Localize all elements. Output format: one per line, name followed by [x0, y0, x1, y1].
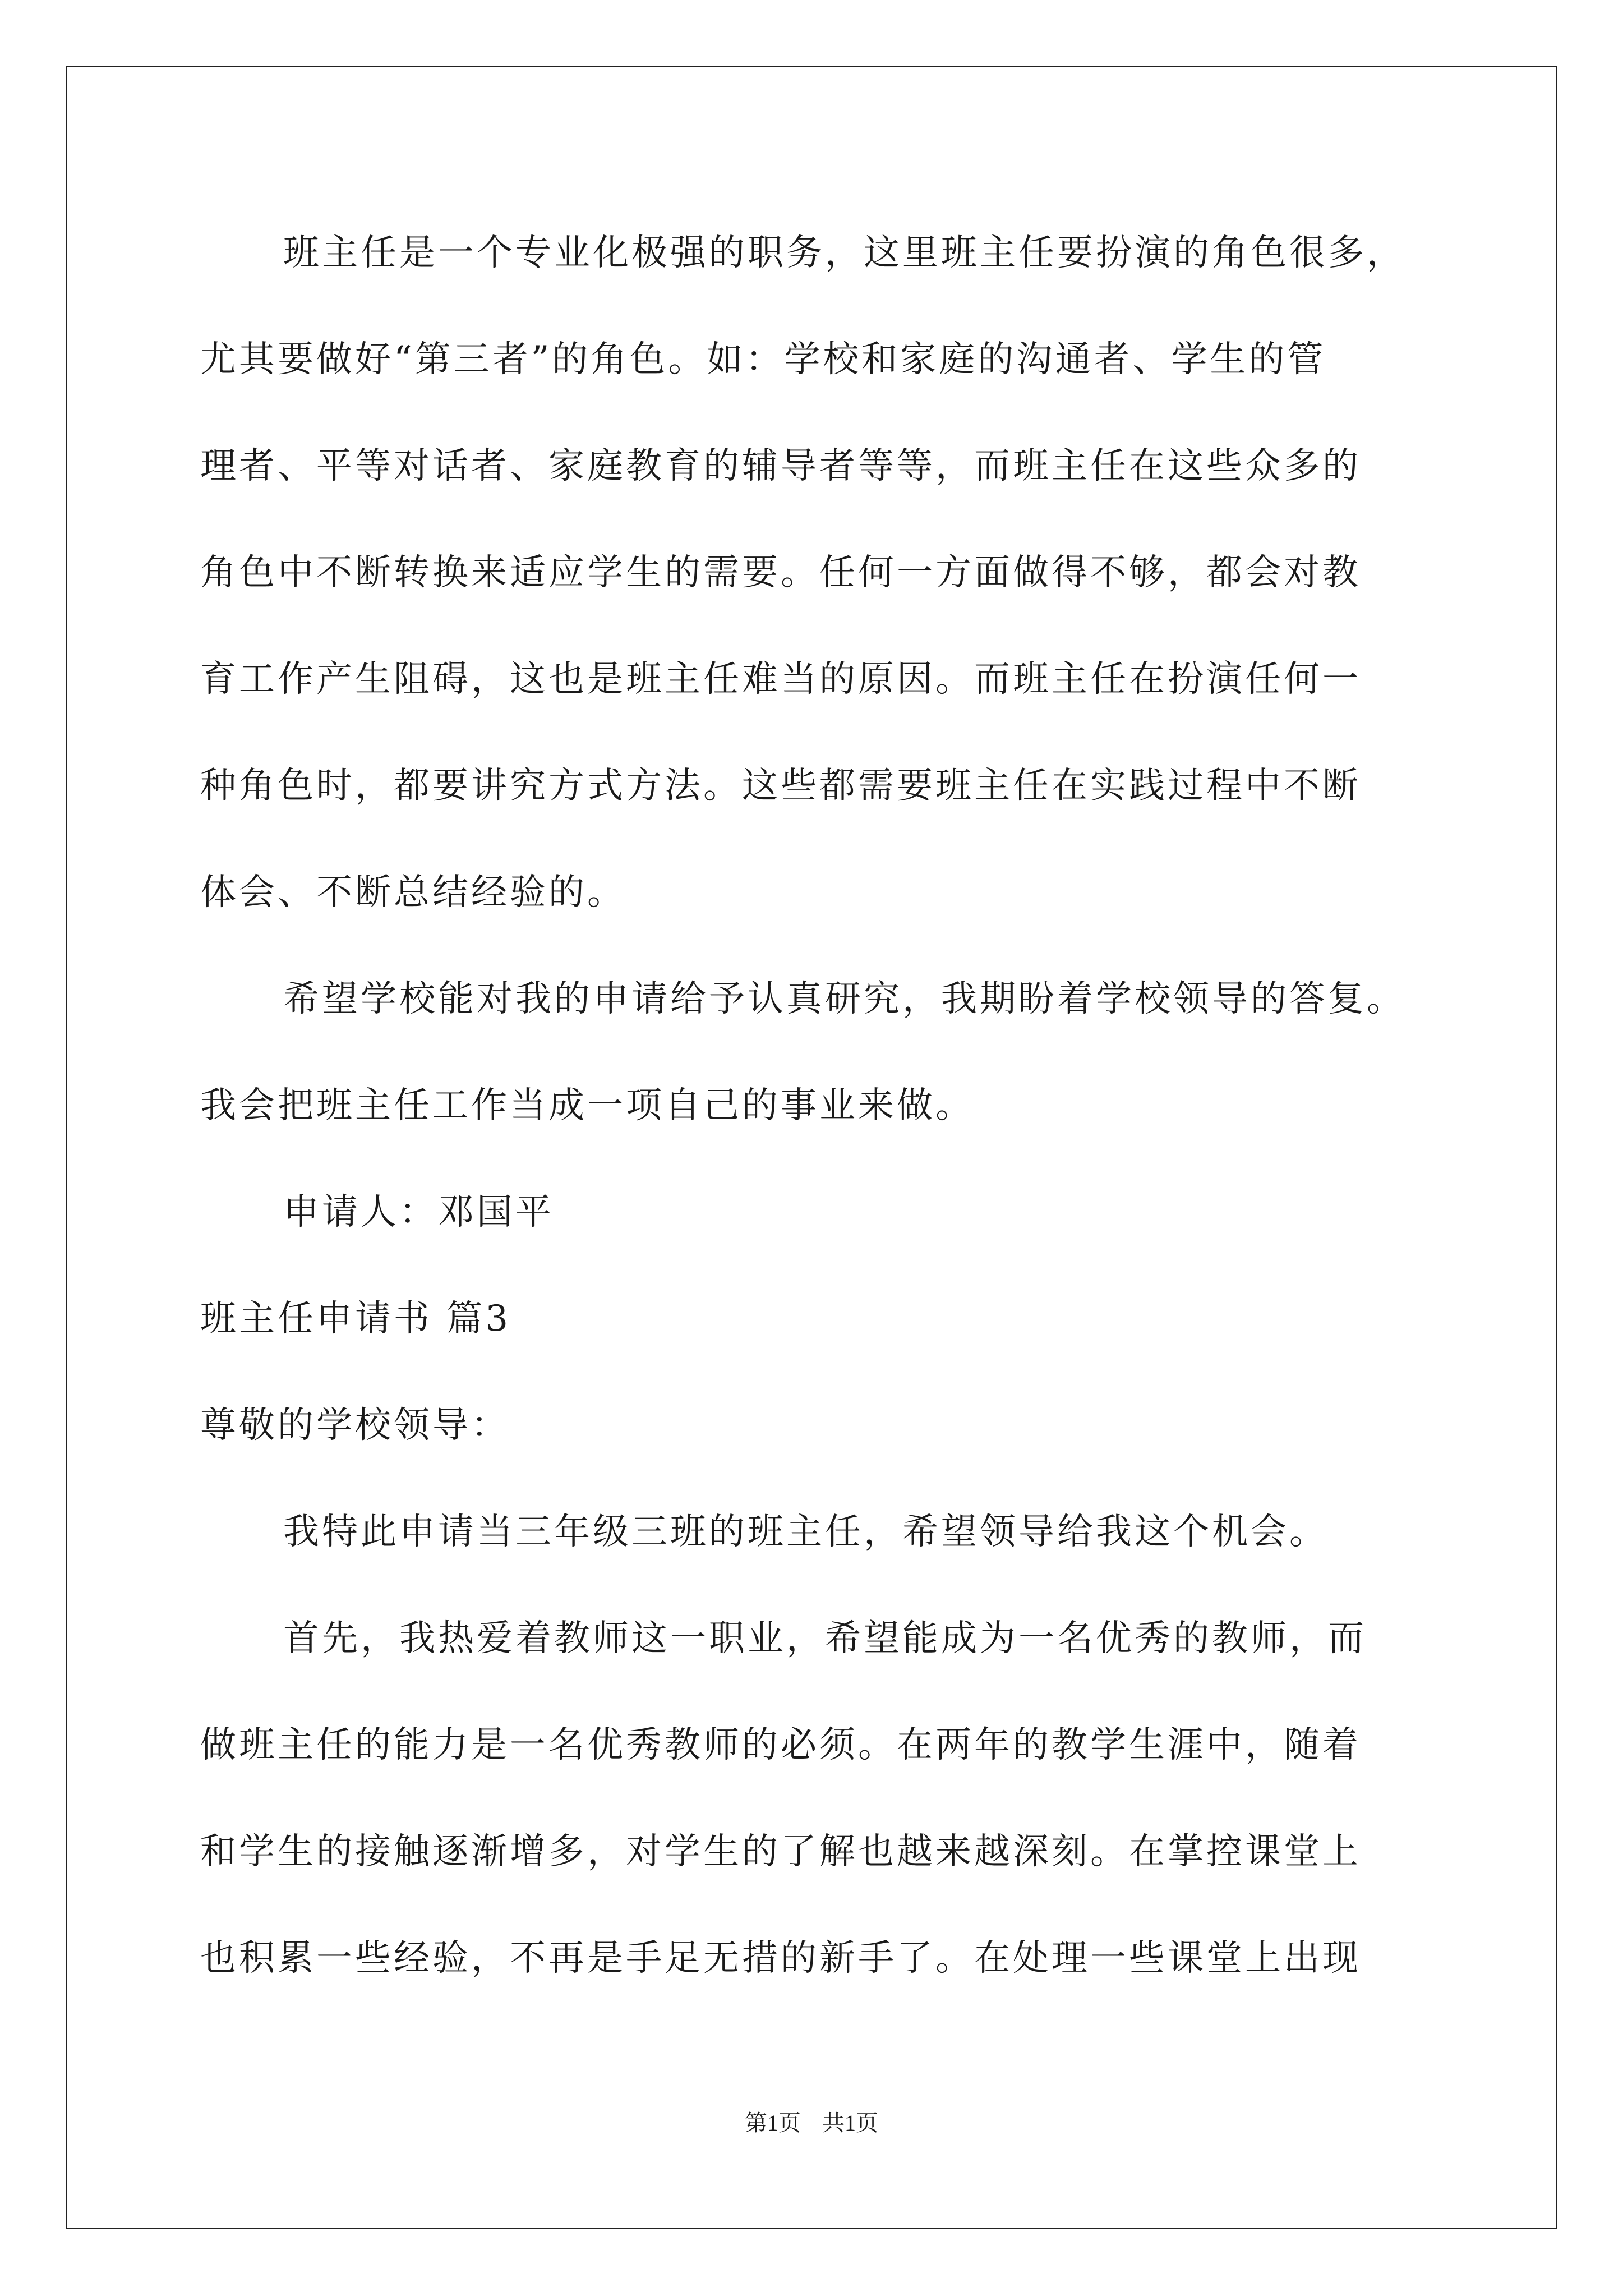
page-total: 共1页	[822, 2110, 878, 2136]
paragraph-line: 角色中不断转换来适应学生的需要。任何一方面做得不够，都会对教	[200, 552, 1361, 593]
section-title: 班主任申请书 篇3	[200, 1298, 511, 1340]
page-footer	[0, 2106, 1623, 2140]
paragraph-line: 育工作产生阻碍，这也是班主任难当的原因。而班主任在扮演任何一	[200, 659, 1361, 700]
signature-line: 申请人：邓国平	[283, 1191, 554, 1233]
paragraph-line: 做班主任的能力是一名优秀教师的必须。在两年的教学生涯中，随着	[200, 1724, 1361, 1766]
paragraph-line: 我特此申请当三年级三班的班主任，希望领导给我这个机会。	[283, 1511, 1328, 1553]
salutation: 尊敬的学校领导：	[200, 1405, 510, 1446]
paragraph-line: 体会、不断总结经验的。	[200, 872, 626, 913]
paragraph-line: 尤其要做好“第三者”的角色。如：学校和家庭的沟通者、学生的管	[200, 339, 1326, 380]
paragraph-line: 班主任是一个专业化极强的职务，这里班主任要扮演的角色很多，	[283, 232, 1405, 274]
paragraph-line: 种角色时，都要讲究方式方法。这些都需要班主任在实践过程中不断	[200, 765, 1361, 807]
paragraph-line: 也积累一些经验，不再是手足无措的新手了。在处理一些课堂上出现	[200, 1938, 1361, 1979]
paragraph-line: 和学生的接触逐渐增多，对学生的了解也越来越深刻。在掌控课堂上	[200, 1831, 1361, 1872]
paragraph-line: 希望学校能对我的申请给予认真研究，我期盼着学校领导的答复。	[283, 978, 1405, 1020]
paragraph-line: 理者、平等对话者、家庭教育的辅导者等等，而班主任在这些众多的	[200, 445, 1361, 487]
paragraph-line: 我会把班主任工作当成一项自己的事业来做。	[200, 1085, 974, 1126]
paragraph-line: 首先，我热爱着教师这一职业，希望能成为一名优秀的教师，而	[283, 1618, 1367, 1659]
page-number: 第1页	[745, 2110, 801, 2136]
